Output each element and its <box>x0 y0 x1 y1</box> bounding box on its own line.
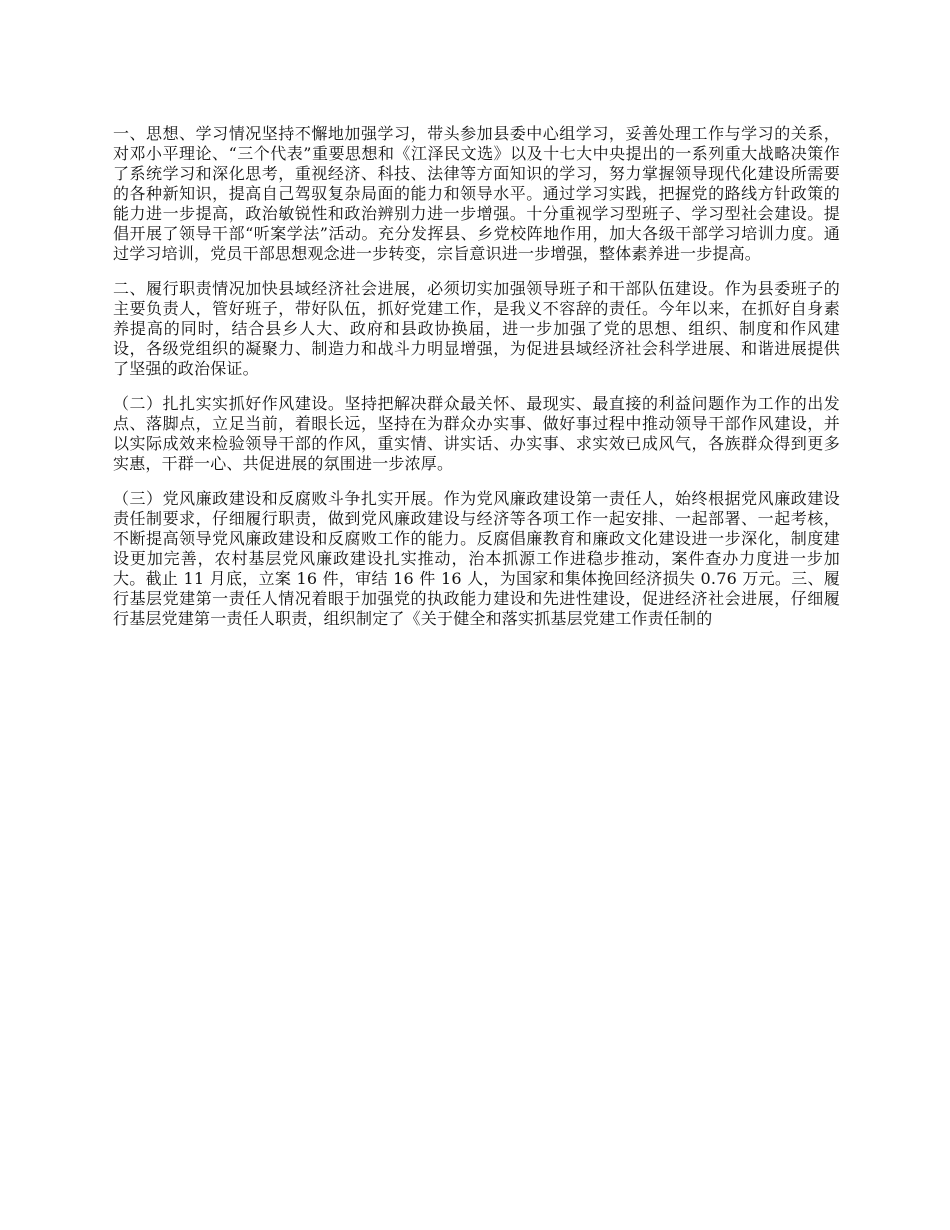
paragraph-anti-corruption: （三）党风廉政建设和反腐败斗争扎实开展。作为党风廉政建设第一责任人，始终根据党风廉政建设责任制要求，仔细履行职责，做到党风廉政建设与经济等各项工作一起安排、一起部署、一起考核，不断提高领导党风廉政建设和反腐败工作的能力。反腐倡廉教育和廉政文化建设进一步深化，制度建设更加完善，农村基层党风廉政建设扎实推动，治本抓源工作进稳步推动，案件查办力度进一步加大。截止 11 月底，立案 16 件，审结 16 件 16 人，为国家和集体挽回经济损失 0.76 万元。三、履行基层党建第一责任人情况着眼于加强党的执政能力建设和先进性建设，促进经济社会进展，仔细履行基层党建第一责任人职责，组织制定了《关于健全和落实抓基层党建工作责任制的 <box>113 489 840 628</box>
paragraph-work-style: （二）扎扎实实抓好作风建设。坚持把解决群众最关怀、最现实、最直接的利益问题作为工作的出发点、落脚点，立足当前，着眼长远，坚持在为群众办实事、做好事过程中推动领导干部作风建设，并以实际成效来检验领导干部的作风，重实情、讲实话、办实事、求实效已成风气，各族群众得到更多实惠，干群一心、共促进展的氛围进一步浓厚。 <box>113 394 840 473</box>
paragraph-study: 一、思想、学习情况坚持不懈地加强学习，带头参加县委中心组学习，妥善处理工作与学习的关系，对邓小平理论、“三个代表”重要思想和《江泽民文选》以及十七大中央提出的一系列重大战略决策作了系统学习和深化思考，重视经济、科技、法律等方面知识的学习，努力掌握领导现代化建设所需要的各种新知识，提高自己驾驭复杂局面的能力和领导水平。通过学习实践，把握党的路线方针政策的能力进一步提高，政治敏锐性和政治辨别力进一步增强。十分重视学习型班子、学习型社会建设。提倡开展了领导干部“听案学法”活动。充分发挥县、乡党校阵地作用，加大各级干部学习培训力度。通过学习培训，党员干部思想观念进一步转变，宗旨意识进一步增强，整体素养进一步提高。 <box>113 124 840 263</box>
paragraph-duties: 二、履行职责情况加快县域经济社会进展，必须切实加强领导班子和干部队伍建设。作为县委班子的主要负责人，管好班子，带好队伍，抓好党建工作，是我义不容辞的责任。今年以来，在抓好自身素养提高的同时，结合县乡人大、政府和县政协换届，进一步加强了党的思想、组织、制度和作风建设，各级党组织的凝聚力、制造力和战斗力明显增强，为促进县域经济社会科学进展、和谐进展提供了坚强的政治保证。 <box>113 279 840 378</box>
document-body <box>113 124 840 644</box>
